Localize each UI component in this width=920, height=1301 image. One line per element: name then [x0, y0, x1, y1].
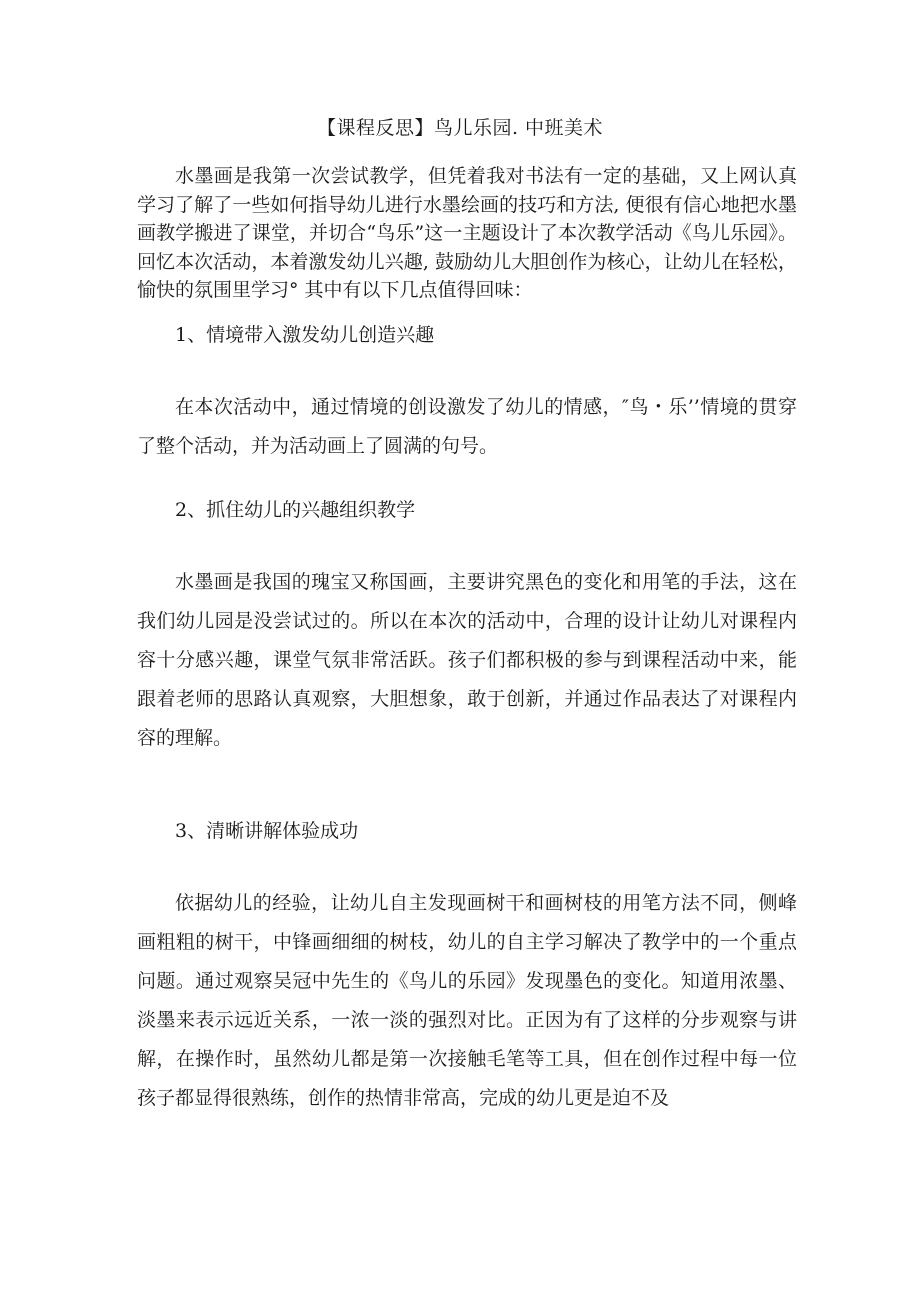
section-2-paragraph: 水墨画是我国的瑰宝又称国画，主要讲究黑色的变化和用笔的手法，这在我们幼儿园是没尝试过的。所以在本次的活动中，合理的设计让幼儿对课程内容十分感兴趣，课堂气氛非常活跃。孩子们都积极的参与到课程活动中来，能跟着老师的思路认真观察，大胆想象，敢于创新，并通过作品表达了对课程内容的理解。 — [137, 571, 797, 749]
section-3-heading: 3、清晰讲解体验成功 — [175, 820, 359, 842]
section-2-heading: 2、抓住幼儿的兴趣组织教学 — [175, 499, 416, 521]
document-title: 【课程反思】鸟儿乐园. 中班美术 — [316, 117, 604, 139]
section-3-paragraph: 依据幼儿的经验，让幼儿自主发现画树干和画树枝的用笔方法不同，侧峰画粗粗的树干，中锋画细细的树枝，幼儿的自主学习解决了教学中的一个重点问题。通过观察吴冠中先生的《鸟儿的乐园》发现墨色的变化。知道用浓墨、淡墨来表示远近关系，一浓一淡的强烈对比。正因为有了这样的分步观察与讲解，在操作时，虽然幼儿都是第一次接触毛笔等工具，但在创作过程中每一位孩子都显得很熟练，创作的热情非常高，完成的幼儿更是迫不及 — [137, 892, 797, 1109]
section-1-heading: 1、情境带入激发幼儿创造兴趣 — [175, 324, 435, 346]
intro-paragraph: 水墨画是我第一次尝试教学，但凭着我对书法有一定的基础，又上网认真学习了解了一些如何指导幼儿进行水墨绘画的技巧和方法, 便很有信心地把水墨画教学搬进了课堂，并切合“鸟乐”这一主题设计了本次教学活动《鸟儿乐园》。回忆本次活动，本着激发幼儿兴趣, 鼓励幼儿大胆创作为核心，让幼儿在轻松，愉快的氛围里学习° 其中有以下几点值得回味： — [137, 165, 797, 301]
section-1-paragraph: 在本次活动中，通过情境的创设激发了幼儿的情感，″鸟・乐’’情境的贯穿了整个活动，并为活动画上了圆满的句号。 — [137, 396, 797, 457]
